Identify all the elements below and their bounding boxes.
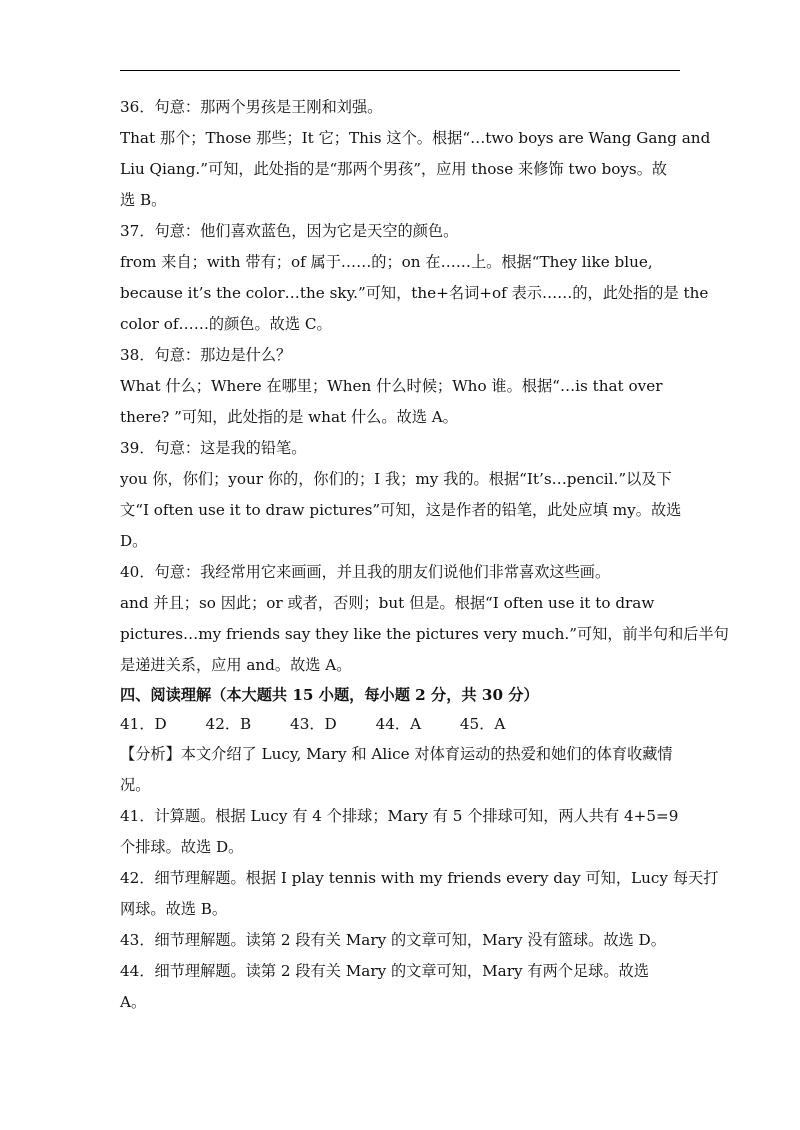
text-line: 42．细节理解题。根据 I play tennis with my friends every day 可知，Lucy 每天打 <box>120 869 719 887</box>
answer-item: 43．D <box>290 715 337 733</box>
text-line: D。 <box>120 532 148 550</box>
text-line: 个排球。故选 D。 <box>120 838 244 856</box>
text-line: and 并且；so 因此；or 或者，否则；but 但是。根据“I often use it to draw <box>120 594 655 612</box>
document-body <box>120 92 729 1018</box>
text-line: because it’s the color…the sky.”可知，the+名词+of 表示……的，此处指的是 the <box>120 284 709 302</box>
text-line: Liu Qiang.”可知，此处指的是“那两个男孩”，应用 those 来修饰 two boys。故 <box>120 160 668 178</box>
text-line: there? ”可知，此处指的是 what 什么。故选 A。 <box>120 408 458 426</box>
text-line: What 什么；Where 在哪里；When 什么时候；Who 谁。根据“…is that over <box>120 377 663 395</box>
text-line: 41．计算题。根据 Lucy 有 4 个排球；Mary 有 5 个排球可知，两人共有 4+5=9 <box>120 807 679 825</box>
text-line: 选 B。 <box>120 191 167 209</box>
answer-item: 41．D <box>120 715 167 733</box>
text-line: 39．句意：这是我的铅笔。 <box>120 439 307 457</box>
text-line: you 你，你们；your 你的，你们的；I 我；my 我的。根据“It’s…pencil.”以及下 <box>120 470 672 488</box>
answer-item: 45．A <box>459 715 506 733</box>
header-rule <box>120 70 680 71</box>
answer-item: 44．A <box>375 715 422 733</box>
text-line: from 来自；with 带有；of 属于……的；on 在……上。根据“They like blue, <box>120 253 653 271</box>
text-line: A。 <box>120 993 147 1011</box>
text-line: 文“I often use it to draw pictures”可知，这是作者的铅笔，此处应填 my。故选 <box>120 501 682 519</box>
text-line: 37．句意：他们喜欢蓝色，因为它是天空的颜色。 <box>120 222 459 240</box>
text-line: 况。 <box>120 776 151 794</box>
text-line: 40．句意：我经常用它来画画，并且我的朋友们说他们非常喜欢这些画。 <box>120 563 611 581</box>
answer-key-row <box>120 710 680 739</box>
text-line: That 那个；Those 那些；It 它；This 这个。根据“…two boys are Wang Gang and <box>120 129 711 147</box>
text-line: color of……的颜色。故选 C。 <box>120 315 332 333</box>
text-line: 44．细节理解题。读第 2 段有关 Mary 的文章可知，Mary 有两个足球。故选 <box>120 962 649 980</box>
text-line: 是递进关系，应用 and。故选 A。 <box>120 656 352 674</box>
answer-item: 42．B <box>205 715 252 733</box>
text-line: 43．细节理解题。读第 2 段有关 Mary 的文章可知，Mary 没有篮球。故选 D。 <box>120 931 666 949</box>
section-heading: 四、阅读理解（本大题共 15 小题，每小题 2 分，共 30 分） <box>120 686 539 704</box>
text-line: 36．句意：那两个男孩是王刚和刘强。 <box>120 98 383 116</box>
text-line: 38．句意：那边是什么？ <box>120 346 292 364</box>
text-line: 【分析】本文介绍了 Lucy, Mary 和 Alice 对体育运动的热爱和她们的体育收藏情 <box>120 745 673 763</box>
text-line: 网球。故选 B。 <box>120 900 228 918</box>
text-line: pictures…my friends say they like the pictures very much.”可知，前半句和后半句 <box>120 625 729 643</box>
